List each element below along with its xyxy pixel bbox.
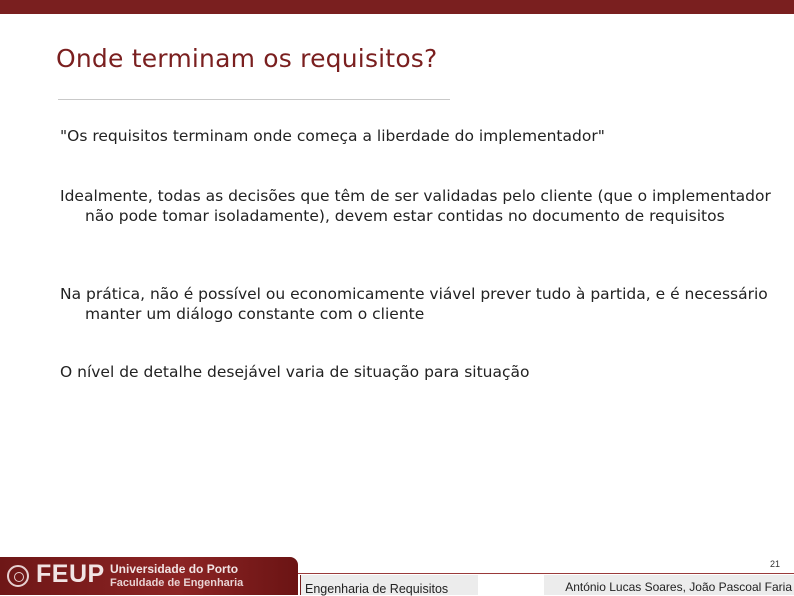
footer-divider (298, 573, 794, 574)
course-name: Engenharia de Requisitos (300, 575, 478, 595)
feup-logo-band (0, 557, 298, 595)
university-name: Universidade do Porto (110, 562, 239, 576)
paragraph-detail: O nível de detalhe desejável varia de situação para situação (60, 363, 530, 381)
page-number: 21 (769, 559, 780, 569)
slide-footer (0, 557, 794, 595)
paragraph-ideal: Idealmente, todas as decisões que têm de ser validadas pelo cliente (que o implementador não pode tomar isoladamente), devem estar contidas no documento de requisitos (60, 187, 771, 225)
slide-title: Onde terminam os requisitos? (56, 44, 438, 73)
top-accent-bar (0, 0, 794, 14)
university-seal-icon (7, 565, 29, 587)
authors: António Lucas Soares, João Pascoal Faria (544, 575, 794, 595)
feup-logo-text: FEUP (36, 560, 105, 588)
faculty-name: Faculdade de Engenharia (110, 577, 244, 589)
slide-quote: "Os requisitos terminam onde começa a liberdade do implementador" (60, 127, 605, 145)
title-divider (58, 99, 450, 100)
paragraph-practice: Na prática, não é possível ou economicamente viável prever tudo à partida, e é necessário manter um diálogo constante com o cliente (60, 285, 768, 323)
